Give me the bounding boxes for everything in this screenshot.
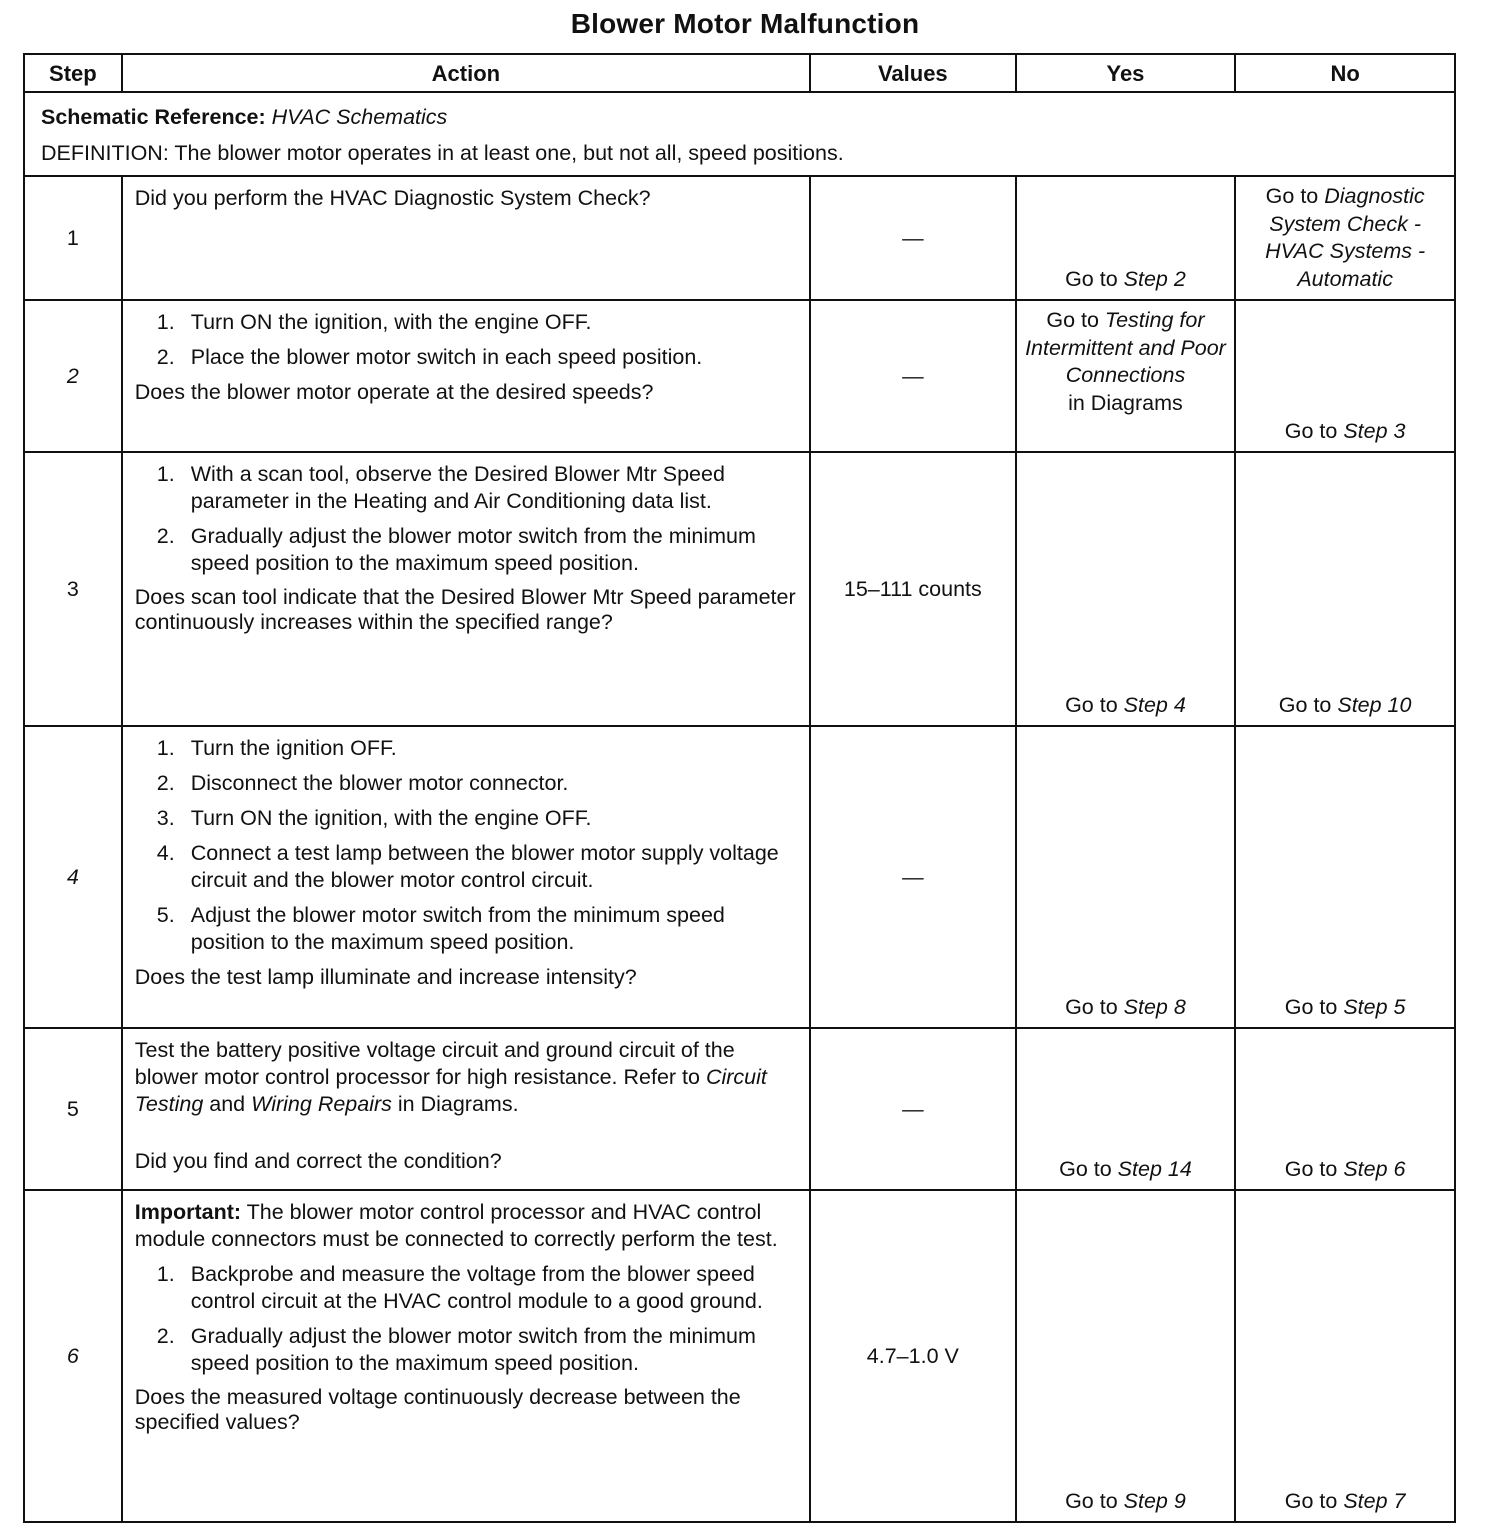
schematic-cell [24, 92, 1455, 176]
list-item: 2. Place the blower motor switch in each speed position. [156, 345, 703, 369]
no-cell [1235, 1190, 1455, 1522]
yes-cell [1016, 176, 1236, 300]
schematic-reference [41, 99, 1438, 135]
action-step-text: Adjust the blower motor switch from the minimum speed position to the maximum speed position. [190, 903, 725, 954]
action-cell [122, 300, 810, 452]
action-cell [122, 452, 810, 726]
action-step-text: Turn ON the ignition, with the engine OFF. [190, 310, 592, 334]
table-row [24, 452, 1455, 726]
step-number: 1 [24, 176, 122, 300]
no-link[interactable]: Step 7 [1343, 1489, 1406, 1513]
important-text: The blower motor control processor and HVAC control module connectors must be connected to correctly perform the test. [134, 1200, 778, 1251]
list-item: 3. Turn ON the ignition, with the engine OFF. [156, 806, 592, 830]
action-steps [135, 1261, 799, 1377]
no-cell [1235, 176, 1455, 300]
action-steps [135, 461, 799, 577]
no-link[interactable]: Step 5 [1343, 995, 1406, 1019]
step-number: 4 [24, 726, 122, 1028]
action-steps [135, 735, 799, 956]
value-cell: — [810, 176, 1016, 300]
yes-suffix: in Diagrams [1068, 390, 1183, 415]
action-cell [122, 1028, 810, 1190]
schematic-row [24, 92, 1455, 176]
action-step-text: Place the blower motor switch in each speed position. [190, 345, 703, 369]
value-cell: 15–111 counts [810, 452, 1016, 726]
value-cell: — [810, 1028, 1016, 1190]
schematic-label: Schematic Reference: [41, 105, 266, 129]
action-step-text: Gradually adjust the blower motor switch from the minimum speed position to the maximum speed position. [190, 524, 756, 575]
instruction-text: Test the battery positive voltage circuit and ground circuit of the blower motor control processor for high resistance. Refer to [134, 1038, 735, 1089]
yes-cell [1016, 726, 1236, 1028]
action-question: Does the measured voltage continuously decrease between the specified values? [134, 1385, 741, 1434]
no-prefix: Go to [1284, 1489, 1344, 1513]
yes-link[interactable]: Step 9 [1123, 1489, 1186, 1513]
no-cell [1235, 300, 1455, 452]
no-link[interactable]: Diagnostic System Check - HVAC Systems - Automatic [1265, 184, 1426, 291]
yes-cell [1016, 452, 1236, 726]
page-title: Blower Motor Malfunction [570, 8, 920, 39]
no-link[interactable]: Step 3 [1343, 419, 1406, 443]
header-no: No [1235, 54, 1455, 92]
wiring-repairs-link[interactable]: Wiring Repairs [251, 1092, 392, 1116]
no-cell [1235, 726, 1455, 1028]
instruction-text: in Diagrams. [391, 1092, 519, 1116]
header-step: Step [24, 54, 122, 92]
diagnostic-table [23, 53, 1456, 1523]
no-prefix: Go to [1278, 693, 1338, 717]
yes-prefix: Go to [1065, 995, 1124, 1019]
header-action: Action [122, 54, 810, 92]
table-header-row [24, 54, 1455, 92]
yes-cell [1016, 1190, 1236, 1522]
value-cell: — [810, 726, 1016, 1028]
action-question: Does the blower motor operate at the desired speeds? [134, 380, 654, 404]
action-question: Does the test lamp illuminate and increase intensity? [134, 965, 637, 989]
list-item: 5. Adjust the blower motor switch from the minimum speed position to the maximum speed position. [156, 903, 725, 954]
table-row [24, 176, 1455, 300]
no-prefix: Go to [1284, 995, 1344, 1019]
action-step-text: Gradually adjust the blower motor switch from the minimum speed position to the maximum speed position. [190, 1324, 756, 1375]
list-item: 2. Gradually adjust the blower motor switch from the minimum speed position to the maximum speed position. [156, 1324, 756, 1375]
yes-link[interactable]: Testing for Intermittent and Poor Connections [1025, 308, 1226, 387]
definition-text: DEFINITION: The blower motor operates in at least one, but not all, speed positions. [41, 141, 844, 165]
yes-prefix: Go to [1065, 693, 1124, 717]
value-cell: — [810, 300, 1016, 452]
action-step-text: Connect a test lamp between the blower motor supply voltage circuit and the blower motor control circuit. [190, 841, 779, 892]
yes-prefix: Go to [1065, 267, 1124, 291]
table-row [24, 726, 1455, 1028]
no-prefix: Go to [1284, 419, 1344, 443]
yes-link[interactable]: Step 4 [1123, 693, 1186, 717]
important-note [135, 1199, 799, 1253]
step-number: 2 [24, 300, 122, 452]
list-item: 4. Connect a test lamp between the blower motor supply voltage circuit and the blower motor control circuit. [156, 841, 779, 892]
list-item: 1. Backprobe and measure the voltage from the blower speed control circuit at the HVAC control module to a good ground. [156, 1262, 763, 1313]
list-item: 2. Disconnect the blower motor connector. [156, 771, 569, 795]
no-prefix: Go to [1284, 1157, 1344, 1181]
action-step-text: Turn the ignition OFF. [190, 736, 397, 760]
yes-link[interactable]: Step 2 [1123, 267, 1186, 291]
header-yes: Yes [1016, 54, 1236, 92]
step-number: 5 [24, 1028, 122, 1190]
yes-link[interactable]: Step 8 [1123, 995, 1186, 1019]
yes-cell [1016, 1028, 1236, 1190]
yes-prefix: Go to [1059, 1157, 1118, 1181]
action-step-text: With a scan tool, observe the Desired Blower Mtr Speed parameter in the Heating and Air Conditioning data list. [190, 462, 725, 513]
no-link[interactable]: Step 6 [1343, 1157, 1406, 1181]
list-item: 1. Turn ON the ignition, with the engine OFF. [156, 310, 592, 334]
yes-cell [1016, 300, 1236, 452]
action-instruction [135, 1037, 799, 1118]
step-number: 3 [24, 452, 122, 726]
yes-link[interactable]: Step 14 [1117, 1157, 1192, 1181]
action-step-text: Disconnect the blower motor connector. [190, 771, 569, 795]
important-label: Important: [134, 1200, 242, 1224]
list-item: 1. Turn the ignition OFF. [156, 736, 397, 760]
action-question: Did you find and correct the condition? [134, 1149, 502, 1173]
action-question: Does scan tool indicate that the Desired Blower Mtr Speed parameter continuously increases within the specified range? [134, 585, 796, 634]
table-row [24, 1190, 1455, 1522]
no-cell [1235, 452, 1455, 726]
no-link[interactable]: Step 10 [1337, 693, 1412, 717]
no-cell [1235, 1028, 1455, 1190]
instruction-text: and [203, 1092, 252, 1116]
action-steps [135, 309, 799, 371]
action-cell [122, 726, 810, 1028]
value-cell: 4.7–1.0 V [810, 1190, 1016, 1522]
action-question: Did you perform the HVAC Diagnostic System Check? [134, 186, 651, 210]
circuit-testing-link[interactable]: Circuit Testing [134, 1065, 767, 1116]
yes-prefix: Go to [1046, 308, 1105, 332]
table-row [24, 1028, 1455, 1190]
no-prefix: Go to [1265, 184, 1325, 208]
action-step-text: Turn ON the ignition, with the engine OFF. [190, 806, 592, 830]
list-item: 1. With a scan tool, observe the Desired Blower Mtr Speed parameter in the Heating and Air Conditioning data list. [156, 462, 725, 513]
action-cell [122, 1190, 810, 1522]
action-step-text: Backprobe and measure the voltage from the blower speed control circuit at the HVAC control module to a good ground. [190, 1262, 763, 1313]
schematic-link[interactable]: HVAC Schematics [271, 105, 448, 129]
yes-prefix: Go to [1065, 1489, 1124, 1513]
table-row [24, 300, 1455, 452]
action-cell [122, 176, 810, 300]
header-values: Values [810, 54, 1016, 92]
step-number: 6 [24, 1190, 122, 1522]
list-item: 2. Gradually adjust the blower motor switch from the minimum speed position to the maximum speed position. [156, 524, 756, 575]
